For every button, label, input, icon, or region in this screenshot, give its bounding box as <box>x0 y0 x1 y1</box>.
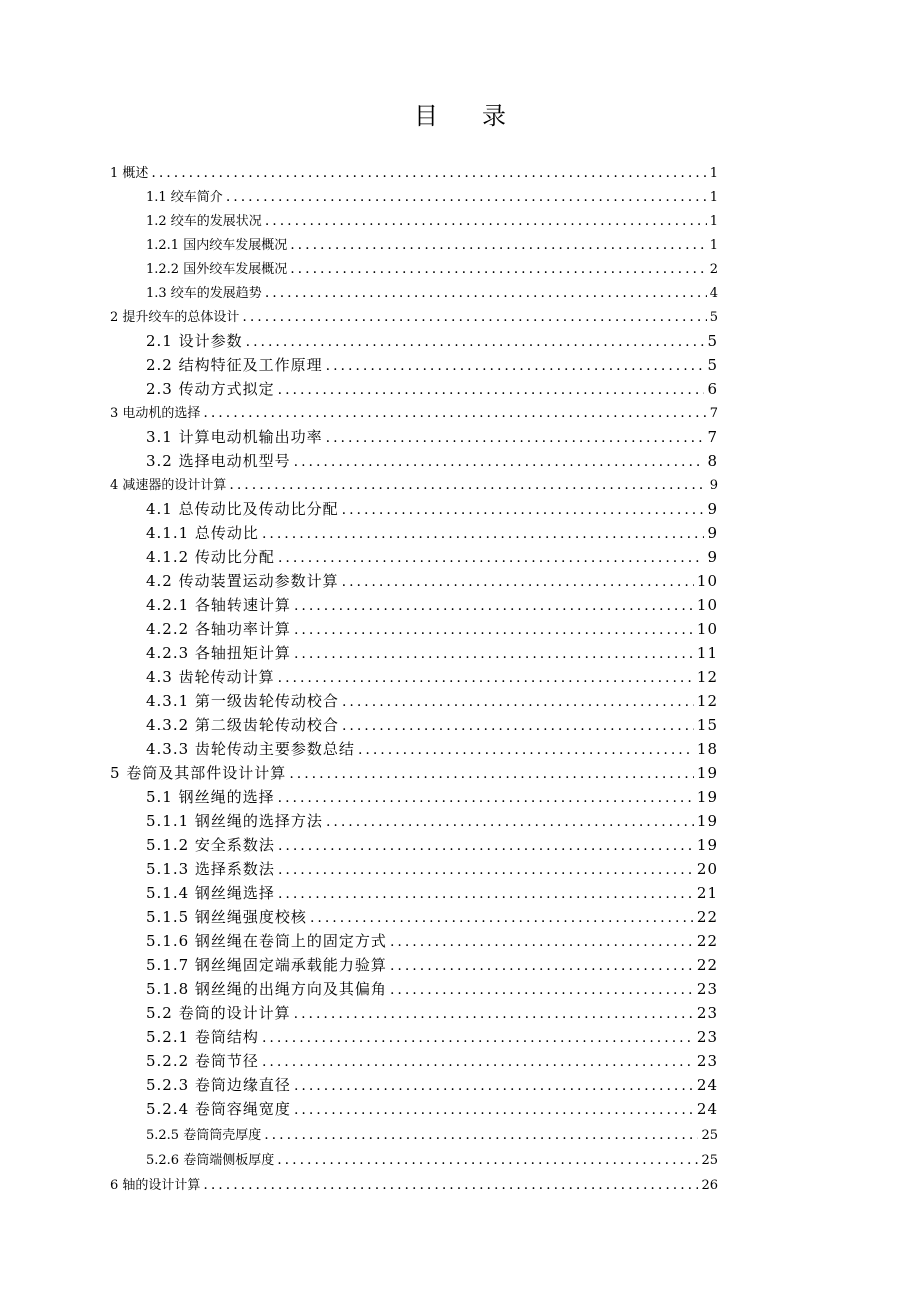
leader-dots <box>294 644 694 664</box>
toc-entry-label: 4.3.1 第一级齿轮传动校合 <box>146 692 339 710</box>
leader-dots <box>294 1076 694 1096</box>
toc-entry[interactable] <box>146 883 718 903</box>
toc-entry-label: 4.3 齿轮传动计算 <box>146 668 275 686</box>
toc-entry-page: 24 <box>696 1100 718 1118</box>
toc-entry[interactable] <box>146 691 718 711</box>
leader-dots <box>203 403 706 423</box>
leader-dots <box>290 259 707 279</box>
leader-dots <box>203 1175 698 1195</box>
toc-entry[interactable] <box>146 1099 718 1119</box>
leader-dots <box>277 1150 698 1170</box>
toc-entry[interactable] <box>146 955 718 975</box>
toc-entry-label: 3.2 选择电动机型号 <box>146 452 291 470</box>
toc-entry-label: 1 概述 <box>110 166 149 181</box>
toc-entry[interactable] <box>146 427 718 447</box>
toc-entry-label: 4.2.3 各轴扭矩计算 <box>146 644 291 662</box>
toc-entry[interactable] <box>146 379 718 399</box>
title-char-2: 录 <box>482 102 506 130</box>
toc-entry[interactable] <box>146 979 718 999</box>
toc-entry-page: 4 <box>709 286 718 301</box>
toc-entry-label: 5.2.6 卷筒端侧板厚度 <box>146 1153 275 1168</box>
toc-entry-label: 1.3 绞车的发展趋势 <box>146 286 262 301</box>
toc-entry-page: 1 <box>709 214 718 229</box>
leader-dots <box>390 932 694 952</box>
toc-entry[interactable] <box>110 1175 718 1195</box>
toc-entry[interactable] <box>110 403 718 423</box>
leader-dots <box>294 1004 694 1024</box>
toc-entry-page: 10 <box>696 596 718 614</box>
toc-entry[interactable] <box>110 307 718 327</box>
toc-entry-page: 22 <box>696 908 718 926</box>
toc-entry-page: 15 <box>696 716 718 734</box>
leader-dots <box>290 235 707 255</box>
leader-dots <box>265 211 707 231</box>
toc-entry-page: 19 <box>696 812 718 830</box>
toc-entry-label: 5.1.7 钢丝绳固定端承载能力验算 <box>146 956 387 974</box>
toc-entry-page: 5 <box>707 332 718 350</box>
leader-dots <box>326 428 705 448</box>
toc-entry[interactable] <box>146 739 718 759</box>
toc-entry-page: 23 <box>696 980 718 998</box>
toc-entry[interactable] <box>146 355 718 375</box>
toc-entry[interactable] <box>146 787 718 807</box>
leader-dots <box>264 1125 698 1145</box>
leader-dots <box>342 692 694 712</box>
toc-entry-label: 1.2 绞车的发展状况 <box>146 214 262 229</box>
toc-entry[interactable] <box>146 571 718 591</box>
leader-dots <box>310 908 694 928</box>
toc-entry[interactable] <box>146 331 718 351</box>
toc-entry-label: 4 减速器的设计计算 <box>110 478 227 493</box>
leader-dots <box>151 163 706 183</box>
toc-entry-page: 19 <box>696 836 718 854</box>
toc-entry-label: 5.2 卷筒的设计计算 <box>146 1004 291 1022</box>
toc-entry-label: 4.3.2 第二级齿轮传动校合 <box>146 716 339 734</box>
toc-entry[interactable] <box>146 811 718 831</box>
toc-entry-page: 12 <box>696 668 718 686</box>
toc-entry-label: 2 提升绞车的总体设计 <box>110 310 240 325</box>
toc-entry-page: 9 <box>707 524 718 542</box>
leader-dots <box>278 860 694 880</box>
leader-dots <box>262 1028 694 1048</box>
toc-entry-label: 5 卷筒及其部件设计计算 <box>110 764 287 782</box>
toc-entry[interactable] <box>146 1125 718 1145</box>
toc-entry-label: 2.1 设计参数 <box>146 332 243 350</box>
toc-entry[interactable] <box>146 667 718 687</box>
toc-entry-label: 1.2.1 国内绞车发展概况 <box>146 238 288 253</box>
leader-dots <box>326 812 694 832</box>
toc-entry-page: 1 <box>709 238 718 253</box>
toc-entry-label: 3 电动机的选择 <box>110 406 201 421</box>
leader-dots <box>226 187 707 207</box>
toc-entry[interactable] <box>146 619 718 639</box>
toc-entry-label: 5.1.1 钢丝绳的选择方法 <box>146 812 323 830</box>
toc-entry-label: 5.1.8 钢丝绳的出绳方向及其偏角 <box>146 980 387 998</box>
toc-entry[interactable] <box>146 1003 718 1023</box>
toc-entry[interactable] <box>146 931 718 951</box>
toc-entry-label: 4.1.1 总传动比 <box>146 524 259 542</box>
toc-entry[interactable] <box>110 475 718 495</box>
toc-entry-label: 4.2 传动装置运动参数计算 <box>146 572 339 590</box>
toc-entry[interactable] <box>146 835 718 855</box>
toc-entry-label: 5.1.5 钢丝绳强度校核 <box>146 908 307 926</box>
toc-entry-page: 12 <box>696 692 718 710</box>
toc-entry-page: 10 <box>696 620 718 638</box>
toc-entry-page: 22 <box>696 932 718 950</box>
leader-dots <box>262 524 705 544</box>
toc-entry-label: 5.1.6 钢丝绳在卷筒上的固定方式 <box>146 932 387 950</box>
leader-dots <box>246 332 705 352</box>
leader-dots <box>342 500 705 520</box>
toc-entry-page: 2 <box>709 262 718 277</box>
toc-entry-label: 1.2.2 国外绞车发展概况 <box>146 262 288 277</box>
leader-dots <box>262 1052 694 1072</box>
leader-dots <box>278 548 705 568</box>
toc-entry-label: 4.1 总传动比及传动比分配 <box>146 500 339 518</box>
toc-entry-page: 23 <box>696 1028 718 1046</box>
toc-entry-page: 21 <box>696 884 718 902</box>
toc-entry[interactable] <box>146 451 718 471</box>
toc-entry-page: 26 <box>701 1178 718 1193</box>
leader-dots <box>294 620 694 640</box>
toc-entry-page: 23 <box>696 1052 718 1070</box>
toc-entry-page: 22 <box>696 956 718 974</box>
toc-entry[interactable] <box>146 1075 718 1095</box>
leader-dots <box>342 572 694 592</box>
toc-entry-label: 5.2.2 卷筒节径 <box>146 1052 259 1070</box>
toc-entry-page: 7 <box>709 406 718 421</box>
leader-dots <box>242 307 706 327</box>
toc-entry-page: 1 <box>709 190 718 205</box>
toc-entry-label: 5.1.4 钢丝绳选择 <box>146 884 275 902</box>
toc-entry[interactable] <box>146 523 718 543</box>
toc-entry-label: 5.2.3 卷筒边缘直径 <box>146 1076 291 1094</box>
toc-entry[interactable] <box>146 283 718 303</box>
toc-entry-label: 2.2 结构特征及工作原理 <box>146 356 323 374</box>
toc-entry[interactable] <box>146 211 718 231</box>
toc-entry[interactable] <box>146 859 718 879</box>
toc-entry[interactable] <box>110 763 718 783</box>
leader-dots <box>265 283 707 303</box>
toc-entry-label: 5.2.5 卷筒筒壳厚度 <box>146 1128 262 1143</box>
toc-entry-page: 8 <box>707 452 718 470</box>
leader-dots <box>358 740 694 760</box>
toc-entry-label: 4.1.2 传动比分配 <box>146 548 275 566</box>
toc-entry-label: 5.1 钢丝绳的选择 <box>146 788 275 806</box>
leader-dots <box>278 788 694 808</box>
toc-entry-page: 24 <box>696 1076 718 1094</box>
toc-entry-label: 4.2.1 各轴转速计算 <box>146 596 291 614</box>
toc-entry[interactable] <box>146 235 718 255</box>
toc-entry-page: 19 <box>696 764 718 782</box>
toc-entry-page: 5 <box>707 356 718 374</box>
leader-dots <box>278 836 694 856</box>
leader-dots <box>289 764 694 784</box>
toc-entry-label: 5.2.4 卷筒容绳宽度 <box>146 1100 291 1118</box>
toc-entry-label: 2.3 传动方式拟定 <box>146 380 275 398</box>
toc-entry[interactable] <box>146 499 718 519</box>
toc-entry-page: 19 <box>696 788 718 806</box>
toc-entry-label: 4.3.3 齿轮传动主要参数总结 <box>146 740 355 758</box>
toc-entry-page: 20 <box>696 860 718 878</box>
leader-dots <box>294 596 694 616</box>
toc-entry-page: 10 <box>696 572 718 590</box>
toc-entry-page: 6 <box>707 380 718 398</box>
leader-dots <box>342 716 694 736</box>
toc-entry[interactable] <box>146 715 718 735</box>
toc-entry[interactable] <box>146 643 718 663</box>
toc-entry-page: 25 <box>701 1153 718 1168</box>
toc-entry-page: 9 <box>707 500 718 518</box>
toc-entry[interactable] <box>110 163 718 183</box>
title-char-1: 目 <box>414 102 438 130</box>
toc-entry-label: 1.1 绞车简介 <box>146 190 223 205</box>
toc-entry-page: 7 <box>707 428 718 446</box>
toc-entry-page: 9 <box>709 478 718 493</box>
leader-dots <box>229 475 706 495</box>
toc-entry[interactable] <box>146 907 718 927</box>
toc-entry-page: 9 <box>707 548 718 566</box>
toc-entry-label: 3.1 计算电动机输出功率 <box>146 428 323 446</box>
toc-entry-page: 11 <box>696 644 718 662</box>
toc-entry-label: 5.2.1 卷筒结构 <box>146 1028 259 1046</box>
leader-dots <box>390 980 694 1000</box>
toc-entry-label: 5.1.2 安全系数法 <box>146 836 275 854</box>
leader-dots <box>278 884 694 904</box>
leader-dots <box>278 380 705 400</box>
toc-entry-page: 23 <box>696 1004 718 1022</box>
toc-entry[interactable] <box>146 595 718 615</box>
toc-entry-page: 5 <box>709 310 718 325</box>
toc-entry-page: 1 <box>709 166 718 181</box>
toc-entry[interactable] <box>146 547 718 567</box>
leader-dots <box>294 452 705 472</box>
toc-entry[interactable] <box>146 187 718 207</box>
leader-dots <box>278 668 694 688</box>
toc-entry[interactable] <box>146 1027 718 1047</box>
toc-entry-page: 18 <box>696 740 718 758</box>
toc-entry[interactable] <box>146 1150 718 1170</box>
toc-entry-label: 4.2.2 各轴功率计算 <box>146 620 291 638</box>
toc-entry-label: 6 轴的设计计算 <box>110 1178 201 1193</box>
leader-dots <box>326 356 705 376</box>
toc-entry[interactable] <box>146 1051 718 1071</box>
leader-dots <box>390 956 694 976</box>
leader-dots <box>294 1100 694 1120</box>
toc-entry-page: 25 <box>701 1128 718 1143</box>
toc-entry-label: 5.1.3 选择系数法 <box>146 860 275 878</box>
toc-entry[interactable] <box>146 259 718 279</box>
